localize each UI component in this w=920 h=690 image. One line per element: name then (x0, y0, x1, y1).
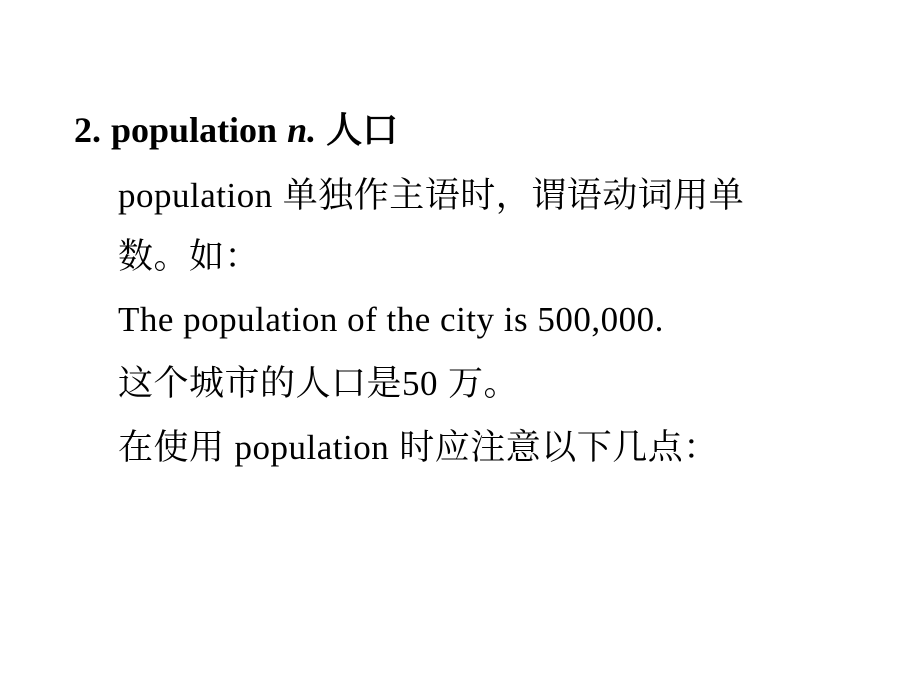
explanation-text: 单独作主语时，谓语动词用单 (282, 176, 745, 216)
usage-note (118, 430, 719, 466)
example-sentence (118, 302, 664, 337)
explanation-text-continued: 数。如： (118, 237, 261, 277)
example-sentence-text: The population of the city is 500,000. (118, 300, 664, 339)
entry-word: population (111, 110, 278, 150)
entry-part-of-speech: n. (287, 110, 317, 150)
translation-text-pre: 这个城市的人口是 (118, 364, 403, 404)
explanation-line-1 (118, 178, 744, 214)
explanation-word: population (118, 176, 273, 215)
entry-heading (74, 112, 398, 149)
explanation-line-2 (118, 237, 261, 277)
entry-meaning: 人口 (326, 110, 399, 151)
entry-number: 2. (74, 110, 101, 150)
translation-number: 50 (402, 364, 439, 403)
usage-note-word: population (234, 428, 390, 467)
example-translation (118, 366, 519, 402)
translation-text-post: 万。 (448, 364, 520, 404)
usage-note-pre: 在使用 (118, 428, 225, 468)
usage-note-post: 时应注意以下几点： (399, 428, 719, 468)
